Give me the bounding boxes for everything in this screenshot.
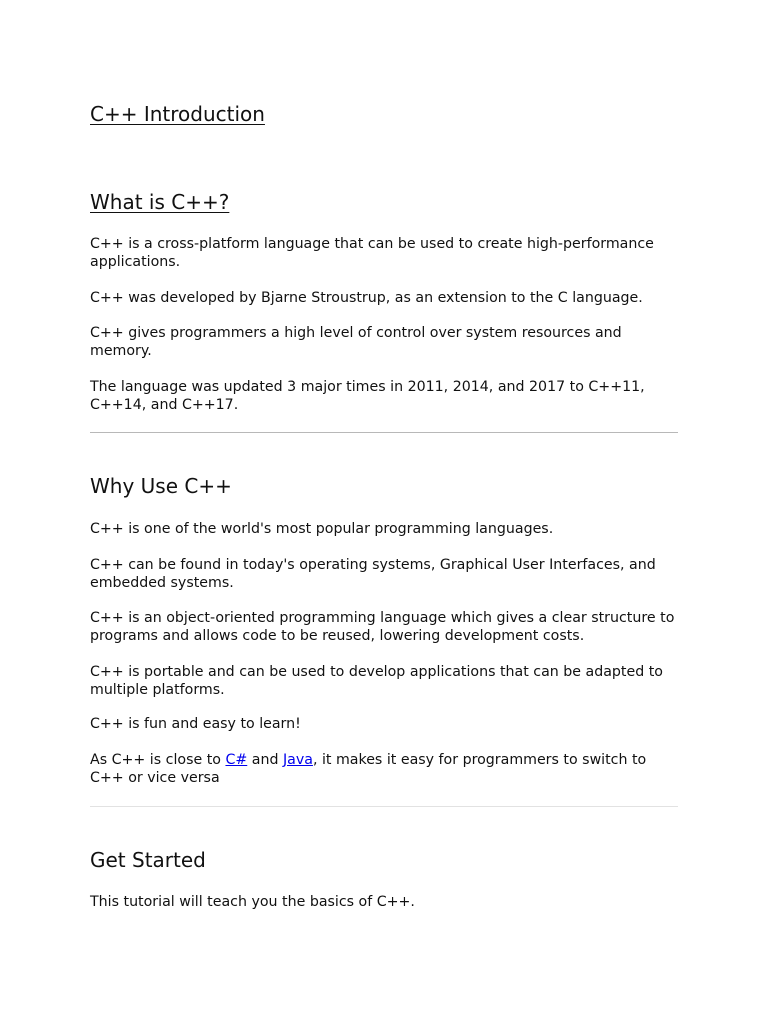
section-heading-get-started: Get Started xyxy=(90,848,206,872)
paragraph: This tutorial will teach you the basics of C++. xyxy=(90,894,415,910)
paragraph: The language was updated 3 major times in 2011, 2014, and 2017 to C++11, C++14, and C++17. xyxy=(90,379,645,413)
paragraph-with-links xyxy=(90,752,678,787)
paragraph: C++ is portable and can be used to develop applications that can be adapted to multiple platforms. xyxy=(90,664,663,698)
page-title: C++ Introduction xyxy=(90,102,265,126)
paragraph: C++ gives programmers a high level of control over system resources and memory. xyxy=(90,325,622,359)
text-segment: As C++ is close to xyxy=(90,752,226,768)
paragraph: C++ is a cross-platform language that can be used to create high-performance applications. xyxy=(90,236,654,270)
text-segment: , it makes it easy for programmers to switch to C++ or vice versa xyxy=(90,752,647,786)
csharp-link[interactable]: C# xyxy=(225,752,248,768)
java-link[interactable]: Java xyxy=(282,752,313,768)
section-heading-why-use: Why Use C++ xyxy=(90,474,232,498)
paragraph: C++ is an object-oriented programming language which gives a clear structure to programs and allows code to be reused, lowering development costs. xyxy=(90,610,675,644)
paragraph: C++ can be found in today's operating systems, Graphical User Interfaces, and embedded systems. xyxy=(90,557,656,591)
divider xyxy=(90,432,678,433)
paragraph: C++ is one of the world's most popular programming languages. xyxy=(90,521,554,537)
divider xyxy=(90,806,678,807)
paragraph: C++ was developed by Bjarne Stroustrup, as an extension to the C language. xyxy=(90,290,643,306)
section-heading-what-is: What is C++? xyxy=(90,190,230,214)
text-segment: and xyxy=(247,752,283,768)
paragraph: C++ is fun and easy to learn! xyxy=(90,716,301,732)
